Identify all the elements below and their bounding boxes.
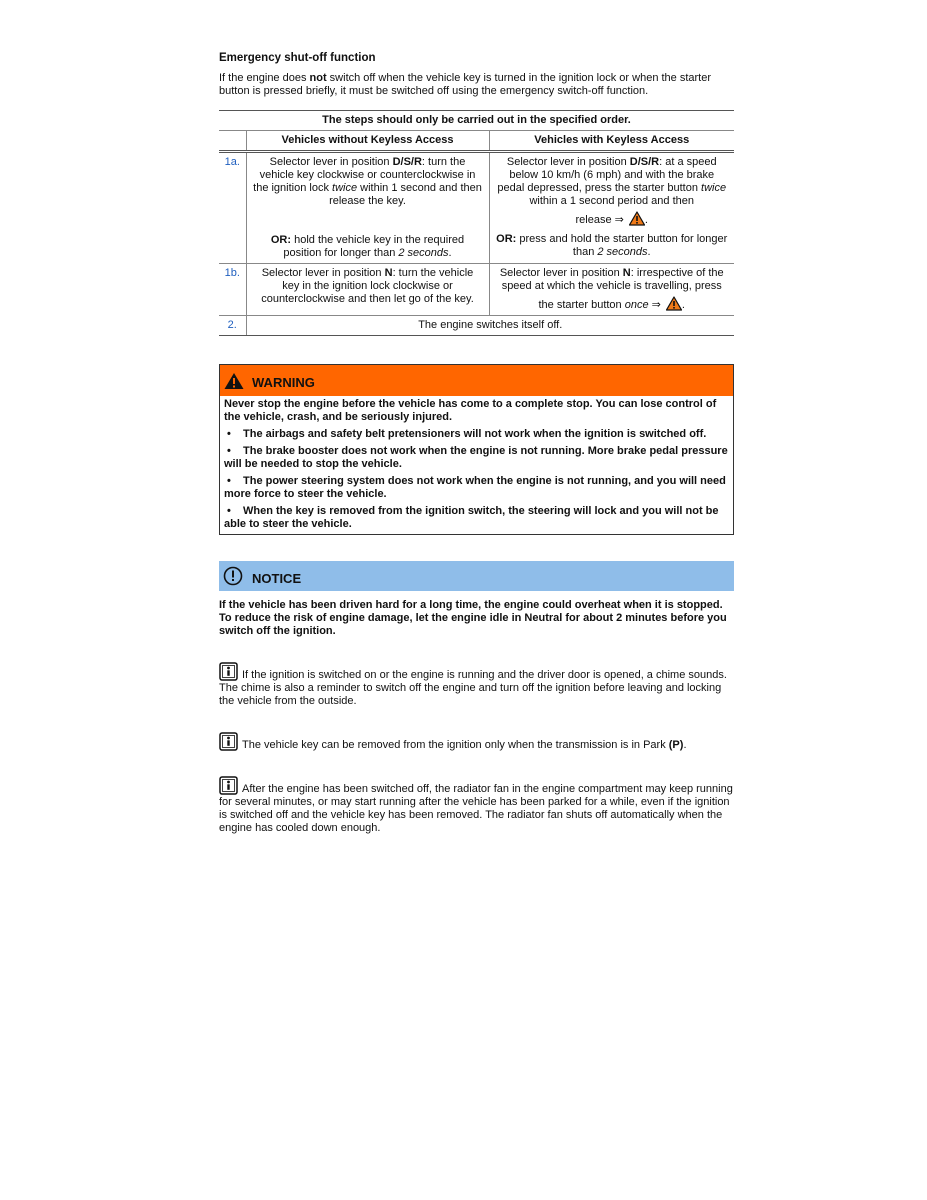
exclamation-circle-icon — [223, 566, 243, 586]
cell-text: . — [644, 214, 648, 226]
bullet-dot: • — [227, 428, 231, 440]
section-title: Emergency shut-off function — [219, 52, 376, 64]
cell-text: within 1 second and then release the key. — [329, 182, 482, 207]
cell-text: Selector lever in position — [506, 156, 630, 168]
bullet-text: The brake booster does not work when the engine is not running. More brake pedal pressure will be needed to stop the vehicle. — [224, 445, 728, 470]
cell-bold: D/S/R — [629, 156, 660, 168]
cell-text: release ⇒ — [575, 214, 624, 226]
table-caption: The steps should only be carried out in the specified order. — [219, 111, 734, 131]
cell-text: . — [448, 247, 452, 259]
step-number: 1a. — [219, 152, 246, 264]
cell-bold: D/S/R — [392, 156, 422, 168]
cell-italic: twice — [701, 182, 727, 194]
header-num-cell — [219, 131, 246, 152]
bullet-dot: • — [227, 505, 231, 517]
info-icon — [219, 776, 238, 795]
warning-triangle-icon[interactable] — [629, 211, 645, 226]
bullet-text: The power steering system does not work when the engine is not running, and you will need more force to steer the vehicle. — [224, 475, 726, 500]
page-content — [219, 52, 734, 835]
notice-header — [219, 561, 734, 591]
warning-triangle-icon[interactable] — [666, 296, 682, 311]
step-1b-with-keyless — [489, 264, 734, 316]
info-icon — [219, 732, 238, 751]
intro-text-start: If the engine does — [219, 72, 310, 84]
cell-bold: N — [384, 267, 393, 279]
table-header-row — [219, 131, 734, 152]
intro-text-end: switch off when the vehicle key is turned in the ignition lock or when the starter button is pressed briefly, it must be switched off using the emergency switch-off function. — [219, 72, 712, 97]
warning-lead: Never stop the engine before the vehicle has come to a complete stop. You can lose control of the vehicle, crash, and be seriously injured. — [224, 398, 717, 423]
cell-text: press and hold the starter button for longer than — [516, 233, 728, 258]
warning-body — [220, 396, 733, 534]
note-chime — [219, 662, 734, 708]
cell-text: Selector lever in position — [499, 267, 623, 279]
cell-text: : turn the vehicle key in the ignition lock clockwise or counterclockwise and then let go of the key. — [261, 267, 474, 305]
cell-bold: OR: — [496, 233, 517, 245]
warning-header — [220, 365, 733, 396]
note-text: The vehicle key can be removed from the ignition only when the transmission is in Park — [242, 739, 669, 751]
cell-text: within a 1 second period and then — [529, 195, 694, 207]
cell-text: : irrespective of the speed at which the vehicle is travelling, press — [501, 267, 724, 292]
cell-text: . — [681, 299, 685, 311]
cell-text: the starter button — [538, 299, 625, 311]
warning-triangle-icon — [224, 372, 244, 390]
table-caption-row — [219, 111, 734, 131]
starter-button-line — [496, 296, 729, 312]
header-without-keyless: Vehicles without Keyless Access — [246, 131, 489, 152]
cell-bold: N — [622, 267, 631, 279]
note-text: . — [683, 739, 687, 751]
note-text: After the engine has been switched off, the radiator fan in the engine compartment may keep running for several minutes, or may start running after the vehicle has been parked for a while, even if the ignition is switched off and the vehicle key has been removed. The radiator fan shuts off automatically when the engine has cooled down enough. — [219, 783, 733, 834]
cell-text: . — [647, 246, 651, 258]
notice-text: If the vehicle has been driven hard for a long time, the engine could overheat when it is stopped. To reduce the risk of engine damage, let the engine idle in Neutral for about 2 minutes before you switch off the ignition. — [219, 599, 727, 637]
notice-title: NOTICE — [252, 571, 302, 586]
table-row — [219, 264, 734, 316]
bullet-dot: • — [227, 445, 231, 457]
cell-italic: once — [624, 299, 649, 311]
warning-title: WARNING — [252, 375, 315, 390]
warning-bullet — [224, 505, 729, 531]
step-1a-without-keyless — [246, 152, 489, 264]
cell-gap — [253, 208, 483, 221]
step-1b-without-keyless — [246, 264, 489, 316]
cell-or-line — [496, 233, 729, 259]
cell-text: ⇒ — [648, 299, 661, 311]
cell-italic: 2 seconds — [398, 247, 449, 259]
bullet-text: When the key is removed from the ignition switch, the steering will lock and you will not be able to steer the vehicle. — [224, 505, 719, 530]
note-radiator-fan — [219, 776, 734, 835]
warning-bullet — [224, 428, 729, 441]
cell-italic: 2 seconds — [597, 246, 648, 258]
cell-or-line — [253, 234, 483, 260]
step-number: 2. — [219, 316, 246, 336]
warning-box — [219, 364, 734, 535]
warning-bullet — [224, 445, 729, 471]
note-text: If the ignition is switched on or the engine is running and the driver door is opened, a chime sounds. The chime is also a reminder to switch off the engine and turn off the ignition before leaving and locking the vehicle from the outside. — [219, 669, 727, 707]
note-key-removal — [219, 732, 734, 752]
warning-bullet — [224, 475, 729, 501]
release-line — [496, 211, 729, 227]
step-1a-with-keyless — [489, 152, 734, 264]
cell-text: Selector lever in position — [269, 156, 393, 168]
cell-text: Selector lever in position — [261, 267, 385, 279]
header-with-keyless: Vehicles with Keyless Access — [489, 131, 734, 152]
intro-bold-not: not — [309, 72, 327, 84]
bullet-dot: • — [227, 475, 231, 487]
cell-text: hold the vehicle key in the required position for longer than — [283, 234, 465, 259]
cell-text: : at a speed below 10 km/h (6 mph) and with the brake pedal depressed, press the starter button — [497, 156, 717, 194]
bullet-text: The airbags and safety belt pretensioners will not work when the ignition is switched off. — [243, 428, 707, 440]
note-bold: (P) — [668, 739, 684, 751]
step-number: 1b. — [219, 264, 246, 316]
intro-paragraph — [219, 72, 734, 98]
table-row — [219, 152, 734, 264]
cell-italic: twice — [332, 182, 358, 194]
steps-table — [219, 110, 734, 336]
step-2-text: The engine switches itself off. — [246, 316, 734, 336]
cell-text: : turn the vehicle key clockwise or counterclockwise in the ignition lock — [253, 156, 476, 194]
cell-bold: OR: — [270, 234, 292, 246]
table-row — [219, 316, 734, 336]
info-icon — [219, 662, 238, 681]
